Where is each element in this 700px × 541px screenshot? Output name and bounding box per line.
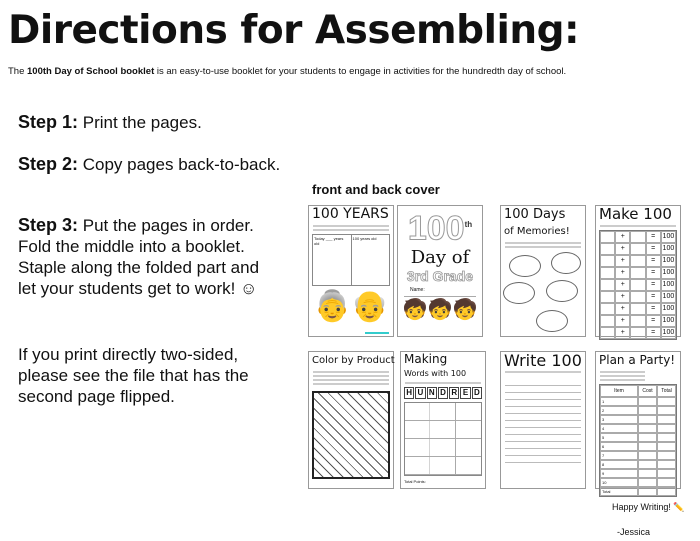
blank-cell (600, 315, 615, 327)
row-label: 3 (600, 415, 638, 424)
big-100: 100 (407, 209, 465, 248)
plus-sign: + (615, 279, 630, 291)
equals-sign: = (646, 327, 661, 339)
page-thumb-write-100 (500, 351, 586, 489)
column-header: Cost (638, 385, 657, 397)
intro-text (8, 66, 668, 78)
step-label: Step 3: (18, 215, 79, 235)
thumb-subtitle: of Memories! (504, 226, 570, 237)
blank-cell (657, 487, 676, 496)
blank-cell (657, 415, 676, 424)
column-header: Total (657, 385, 676, 397)
step-1 (18, 112, 268, 133)
cover-line1: Day of (410, 247, 470, 269)
blank-cell (630, 255, 645, 267)
target-value: 100 (661, 327, 676, 339)
blank-cell (657, 469, 676, 478)
target-value: 100 (661, 291, 676, 303)
page-thumb-plan-party (595, 351, 681, 494)
blank-cell (600, 303, 615, 315)
equals-sign: = (646, 291, 661, 303)
page-thumb-memories (500, 205, 586, 337)
row-label: 1 (600, 397, 638, 406)
letter-tile: N (427, 387, 437, 399)
thumb-title: 100 Days (504, 207, 566, 222)
target-value: 100 (661, 231, 676, 243)
step-label: Step 2: (18, 154, 79, 174)
step-label: Step 1: (18, 112, 79, 132)
plus-sign: + (615, 303, 630, 315)
blank-cell (600, 267, 615, 279)
target-value: 100 (661, 315, 676, 327)
blank-cell (638, 487, 657, 496)
step-2 (18, 154, 338, 175)
equals-sign: = (646, 303, 661, 315)
blank-cell (630, 231, 645, 243)
equals-sign: = (646, 231, 661, 243)
blank-cell (657, 397, 676, 406)
blank-cell (657, 451, 676, 460)
row-label: 10 (600, 478, 638, 487)
page-thumb-color-by-product (308, 351, 394, 489)
blank-cell (600, 327, 615, 339)
grandparents-illustration: 👵👴 (313, 290, 389, 323)
row-label: 8 (600, 460, 638, 469)
sign-off: Happy Writing! ✏️ (612, 502, 685, 512)
blank-cell (600, 231, 615, 243)
plus-sign: + (615, 267, 630, 279)
page-title: Directions for Assembling: (8, 8, 580, 53)
row-label: 5 (600, 433, 638, 442)
mosaic-puzzle (312, 391, 390, 479)
thumb-title: Write 100 (504, 351, 582, 370)
blank-cell (600, 279, 615, 291)
step-text: Print the pages. (78, 113, 202, 132)
blank-cell (638, 460, 657, 469)
blank-cell (638, 415, 657, 424)
intro-post: is an easy-to-use booklet for your students to engage in activities for the hundredth day of school. (154, 66, 567, 77)
plus-sign: + (615, 243, 630, 255)
blank-cell (630, 303, 645, 315)
blank-cell (630, 243, 645, 255)
row-label: 2 (600, 406, 638, 415)
target-value: 100 (661, 303, 676, 315)
row-label: Total (600, 487, 638, 496)
name-field: Name: (404, 284, 476, 297)
letter-tile: D (472, 387, 482, 399)
target-value: 100 (661, 279, 676, 291)
row-label: 4 (600, 424, 638, 433)
blank-cell (657, 442, 676, 451)
letter-tile: E (460, 387, 470, 399)
intro-pre: The (8, 66, 28, 77)
page-thumb-making-words (400, 351, 486, 489)
page-thumb-cover (397, 205, 483, 337)
plus-sign: + (615, 231, 630, 243)
thumb-title: 100 YEARS (312, 206, 389, 222)
equals-sign: = (646, 267, 661, 279)
equals-sign: = (646, 243, 661, 255)
make-100-table (599, 230, 677, 340)
equals-sign: = (646, 279, 661, 291)
thumb-title: Making (404, 352, 448, 366)
writing-lines (505, 379, 581, 469)
thumb-title: Make 100 (599, 205, 672, 223)
intro-bold: 100th Day of School booklet (27, 66, 155, 77)
blank-cell (657, 424, 676, 433)
blank-cell (630, 291, 645, 303)
author: -Jessica (617, 527, 651, 537)
blank-cell (638, 406, 657, 415)
blank-cell (638, 478, 657, 487)
blank-cell (657, 433, 676, 442)
equals-sign: = (646, 255, 661, 267)
thumb-title: Color by Product (312, 355, 395, 366)
blank-cell (600, 255, 615, 267)
target-value: 100 (661, 267, 676, 279)
letter-tile: R (449, 387, 459, 399)
blank-cell (630, 267, 645, 279)
equals-sign: = (646, 315, 661, 327)
blank-cell (638, 424, 657, 433)
blank-cell (657, 406, 676, 415)
row-label: 6 (600, 442, 638, 451)
column-header: Item (600, 385, 638, 397)
letter-tile: H (404, 387, 414, 399)
blank-cell (600, 243, 615, 255)
blank-cell (600, 291, 615, 303)
page-thumb-100-years (308, 205, 394, 337)
blank-cell (638, 442, 657, 451)
plus-sign: + (615, 291, 630, 303)
blank-cell (638, 433, 657, 442)
blank-cell (638, 451, 657, 460)
col-label: 100 years old (352, 236, 377, 241)
letter-tile: U (415, 387, 425, 399)
total-points: Total Points: (404, 479, 426, 484)
plus-sign: + (615, 327, 630, 339)
step-3 (18, 215, 263, 299)
blank-cell (630, 315, 645, 327)
thumb-subtitle: Words with 100 (404, 369, 467, 378)
row-label: 7 (600, 451, 638, 460)
sup: th (464, 220, 473, 229)
word-grid (404, 402, 482, 476)
blank-cell (638, 397, 657, 406)
cover-line2: 3rd Grade (406, 268, 474, 285)
thumb-title: Plan a Party! (599, 353, 676, 367)
cover-label: front and back cover (312, 182, 440, 197)
blank-cell (638, 469, 657, 478)
blank-cell (630, 327, 645, 339)
blank-cell (657, 478, 676, 487)
blank-cell (657, 460, 676, 469)
kids-illustration: 🧒🧒🧒 (402, 299, 478, 322)
thought-bubbles (501, 250, 585, 335)
party-table (599, 384, 677, 497)
plus-sign: + (615, 315, 630, 327)
letter-tile: D (438, 387, 448, 399)
row-label: 9 (600, 469, 638, 478)
page-thumb-make-100 (595, 205, 681, 337)
letter-tiles (404, 387, 482, 399)
col-label: Today ___ years old (313, 235, 352, 285)
print-note: If you print directly two-sided, please see the file that has the second page flipped. (18, 345, 249, 406)
step-text: Put the pages in order. Fold the middle into a booklet. Staple along the folded part and let your students get to work! ☺ (18, 216, 260, 298)
target-value: 100 (661, 255, 676, 267)
step-text: Copy pages back-to-back. (78, 155, 281, 174)
plus-sign: + (615, 255, 630, 267)
blank-cell (630, 279, 645, 291)
target-value: 100 (661, 243, 676, 255)
